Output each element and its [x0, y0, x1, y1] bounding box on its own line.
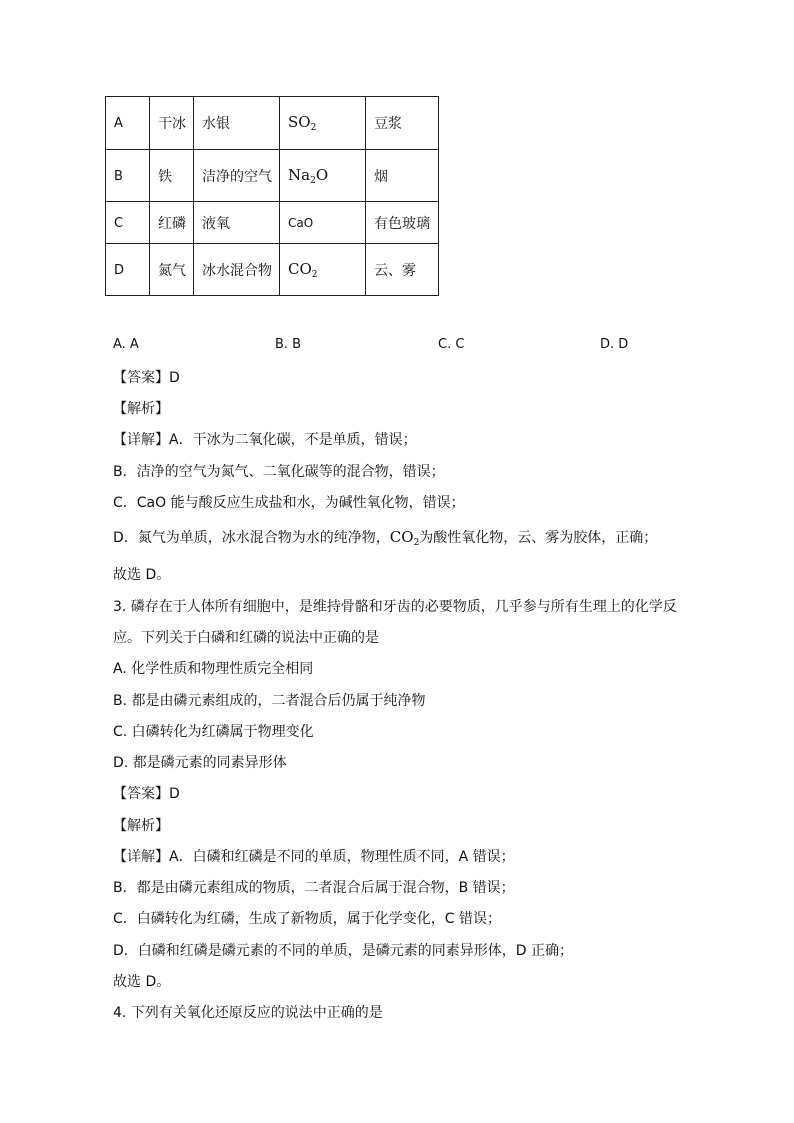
cell-oxide — [280, 150, 366, 202]
table-row — [106, 244, 439, 296]
q3-detail-a: 【详解】A．白磷和红磷是不同的单质，物理性质不同，A 错误； — [113, 849, 515, 865]
q3-detail-c: C．白磷转化为红磷，生成了新物质，属于化学变化，C 错误； — [113, 911, 501, 927]
cell-substance: 洁净的空气 — [194, 150, 280, 202]
co2-formula: $CO_2$ — [389, 528, 420, 548]
table-row — [106, 150, 439, 202]
q2-detail-d-post: 为酸性氧化物，云、雾为胶体，正确； — [419, 530, 658, 546]
row-label: A — [106, 97, 150, 150]
q3-option-a: A. 化学性质和物理性质完全相同 — [113, 661, 314, 677]
q3-answer: 【答案】D — [113, 786, 180, 802]
row-label: D — [106, 244, 150, 296]
table-row — [106, 202, 439, 244]
chemical-formula: $SO_2$ — [288, 113, 317, 133]
cell-colloid: 烟 — [366, 150, 439, 202]
q2-detail-a: 【详解】A．干冰为二氧化碳，不是单质，错误； — [113, 432, 417, 448]
q3-stem-line1: 3. 磷存在于人体所有细胞中，是维持骨骼和牙齿的必要物质，几乎参与所有生理上的化学反 — [113, 599, 677, 615]
cell-oxide — [280, 97, 366, 150]
cell-colloid: 豆浆 — [366, 97, 439, 150]
q2-answer: 【答案】D — [113, 370, 180, 386]
classification-table — [105, 96, 439, 296]
q2-detail-d-pre: D．氮气为单质，冰水混合物为水的纯净物， — [113, 530, 390, 546]
row-label: B — [106, 150, 150, 202]
cell-substance: 液氧 — [194, 202, 280, 244]
q3-detail-b: B．都是由磷元素组成的物质，二者混合后属于混合物，B 错误； — [113, 880, 515, 896]
row-label: C — [106, 202, 150, 244]
table-row — [106, 97, 439, 150]
cell-substance: 水银 — [194, 97, 280, 150]
q3-conclusion: 故选 D。 — [113, 974, 171, 990]
cell-element: 干冰 — [150, 97, 194, 150]
q3-option-b: B. 都是由磷元素组成的，二者混合后仍属于纯净物 — [113, 693, 426, 709]
option-c: C. C — [438, 337, 465, 352]
cell-element: 氮气 — [150, 244, 194, 296]
q3-detail-d: D．白磷和红磷是磷元素的不同的单质，是磷元素的同素异形体，D 正确； — [113, 943, 574, 959]
cell-element: 红磷 — [150, 202, 194, 244]
chemical-formula: CaO — [288, 215, 314, 230]
chemical-formula: $CO_2$ — [288, 259, 318, 280]
option-a: A. A — [113, 337, 139, 352]
cell-colloid: 有色玻璃 — [366, 202, 439, 244]
option-d: D. D — [600, 337, 629, 352]
cell-oxide — [280, 202, 366, 244]
q2-conclusion: 故选 D。 — [113, 567, 171, 583]
option-b: B. B — [275, 337, 302, 352]
q2-detail-b: B．洁净的空气为氮气、二氧化碳等的混合物，错误； — [113, 464, 445, 480]
cell-element: 铁 — [150, 150, 194, 202]
q3-option-d: D. 都是磷元素的同素异形体 — [113, 755, 287, 771]
q4-stem: 4. 下列有关氧化还原反应的说法中正确的是 — [113, 1005, 383, 1021]
q2-analysis-label: 【解析】 — [113, 401, 169, 417]
q2-detail-d — [113, 527, 657, 548]
cell-colloid: 云、雾 — [366, 244, 439, 296]
cell-oxide — [280, 244, 366, 296]
cell-substance: 冰水混合物 — [194, 244, 280, 296]
q3-analysis-label: 【解析】 — [113, 818, 169, 834]
q3-stem-line2: 应。下列关于白磷和红磷的说法中正确的是 — [113, 630, 379, 646]
q3-option-c: C. 白磷转化为红磷属于物理变化 — [113, 724, 314, 740]
q2-detail-c: C．CaO 能与酸反应生成盐和水，为碱性氧化物，错误； — [113, 495, 465, 511]
chemical-formula: $Na_2O$ — [288, 165, 329, 186]
